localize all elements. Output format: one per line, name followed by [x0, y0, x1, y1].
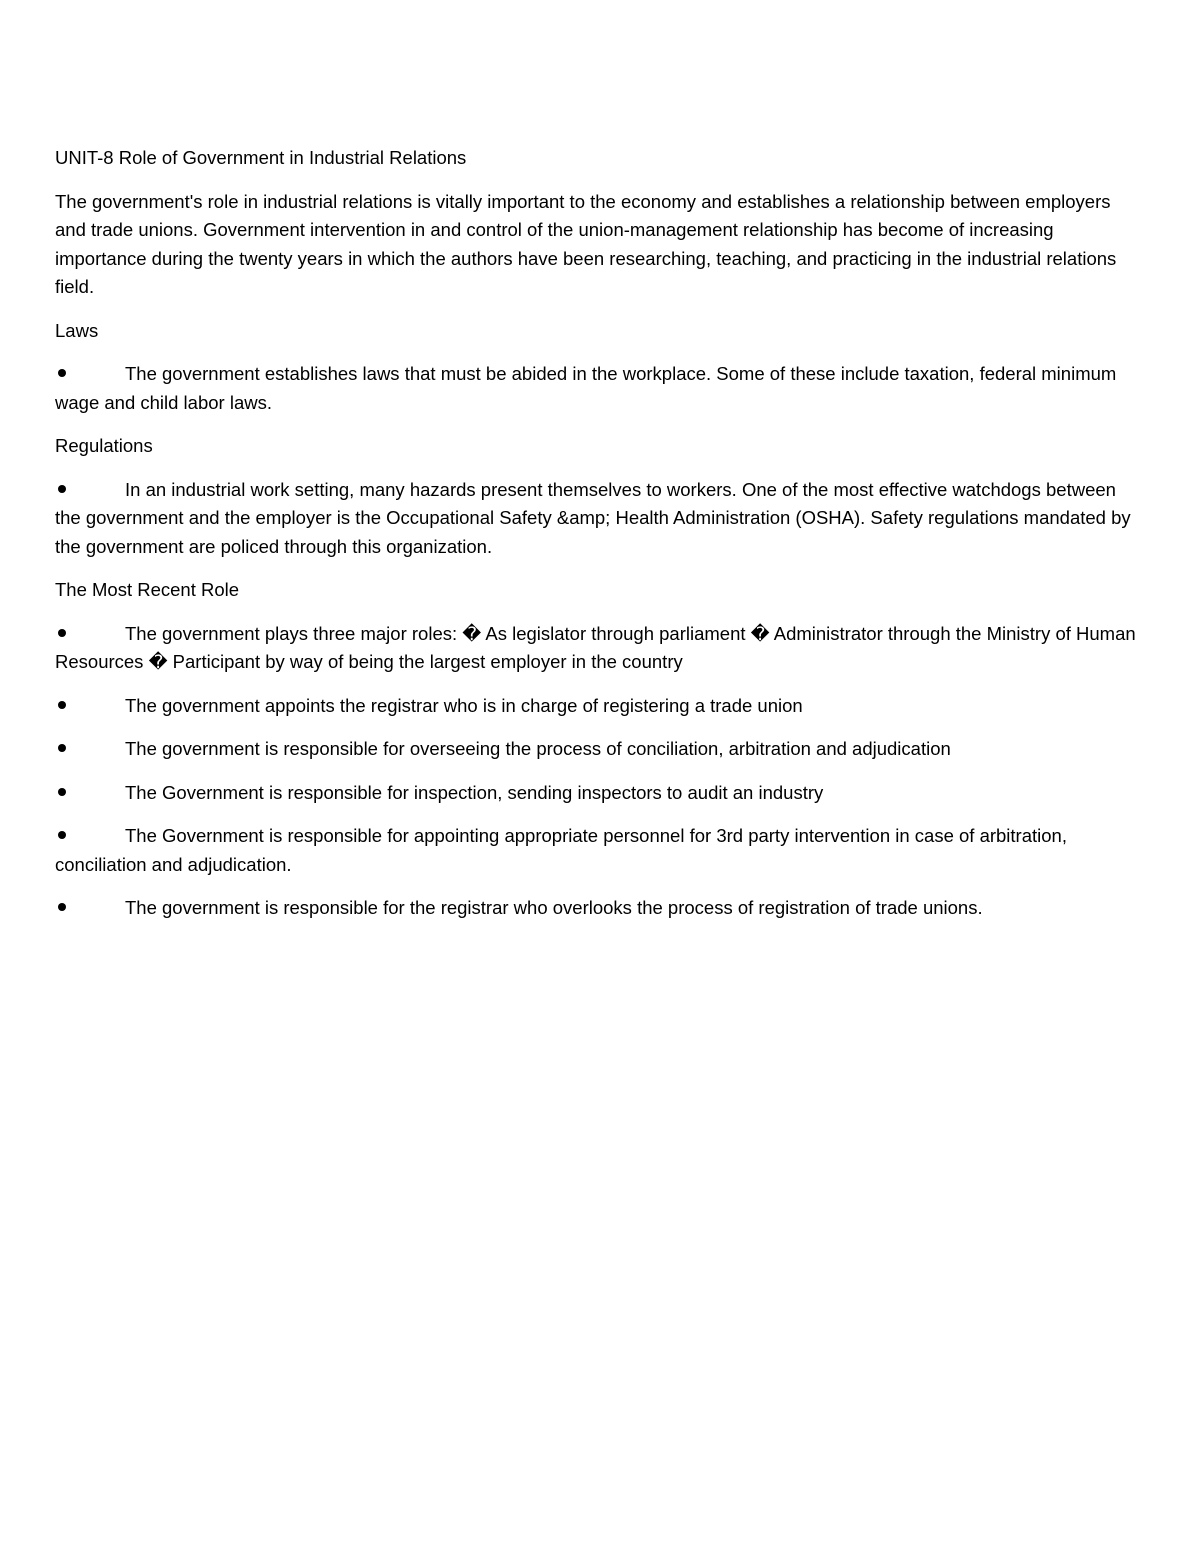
list-item	[55, 779, 1145, 808]
list-item	[55, 735, 1145, 764]
list-item-text: The Government is responsible for appointing appropriate personnel for 3rd party intervention in case of arbitration, conciliation and adjudication.	[55, 825, 1067, 875]
list-item	[55, 822, 1145, 879]
list-item-text: The government establishes laws that must be abided in the workplace. Some of these include taxation, federal minimum wage and child labor laws.	[55, 363, 1117, 413]
bullet-icon	[55, 779, 125, 808]
bullet-icon	[55, 822, 125, 851]
bullet-icon	[55, 360, 125, 389]
list-item-text: In an industrial work setting, many hazards present themselves to workers. One of the most effective watchdogs between the government and the employer is the Occupational Safety &amp; Health Administration (OSHA). Safety regulations mandated by the government are policed through this organization.	[55, 478, 1131, 557]
bullet-icon	[55, 735, 125, 764]
list-item-text: The government appoints the registrar who is in charge of registering a trade union	[125, 694, 803, 716]
list-item	[55, 692, 1145, 721]
list-item	[55, 894, 1145, 923]
bullet-icon	[55, 476, 125, 505]
section-heading-most-recent-role: The Most Recent Role	[55, 579, 240, 600]
bullet-icon	[55, 692, 125, 721]
section-heading-laws: Laws	[55, 319, 99, 341]
list-item-text: The government is responsible for the registrar who overlooks the process of registration of trade unions.	[125, 897, 983, 918]
list-item-text: The government plays three major roles: � As legislator through parliament � Administrator through the Ministry of Human Resources � Participant by way of being the largest employer in the country	[55, 622, 1136, 672]
document-title: UNIT-8 Role of Government in Industrial Relations	[55, 147, 467, 168]
list-item	[55, 360, 1145, 417]
list-item	[55, 620, 1145, 677]
list-item-text: The government is responsible for overseeing the process of conciliation, arbitration and adjudication	[125, 738, 951, 759]
bullet-icon	[55, 620, 125, 649]
list-item-text: The Government is responsible for inspection, sending inspectors to audit an industry	[125, 781, 824, 803]
bullet-icon	[55, 894, 125, 923]
section-heading-regulations: Regulations	[55, 435, 153, 456]
document-body	[55, 144, 1145, 938]
list-item	[55, 476, 1145, 562]
intro-paragraph: The government's role in industrial relations is vitally important to the economy and establishes a relationship between employers and trade unions. Government intervention in and control of the union-management relationship has become of increasing importance during the twenty years in which the authors have been researching, teaching, and practicing in the industrial relations field.	[55, 190, 1117, 297]
